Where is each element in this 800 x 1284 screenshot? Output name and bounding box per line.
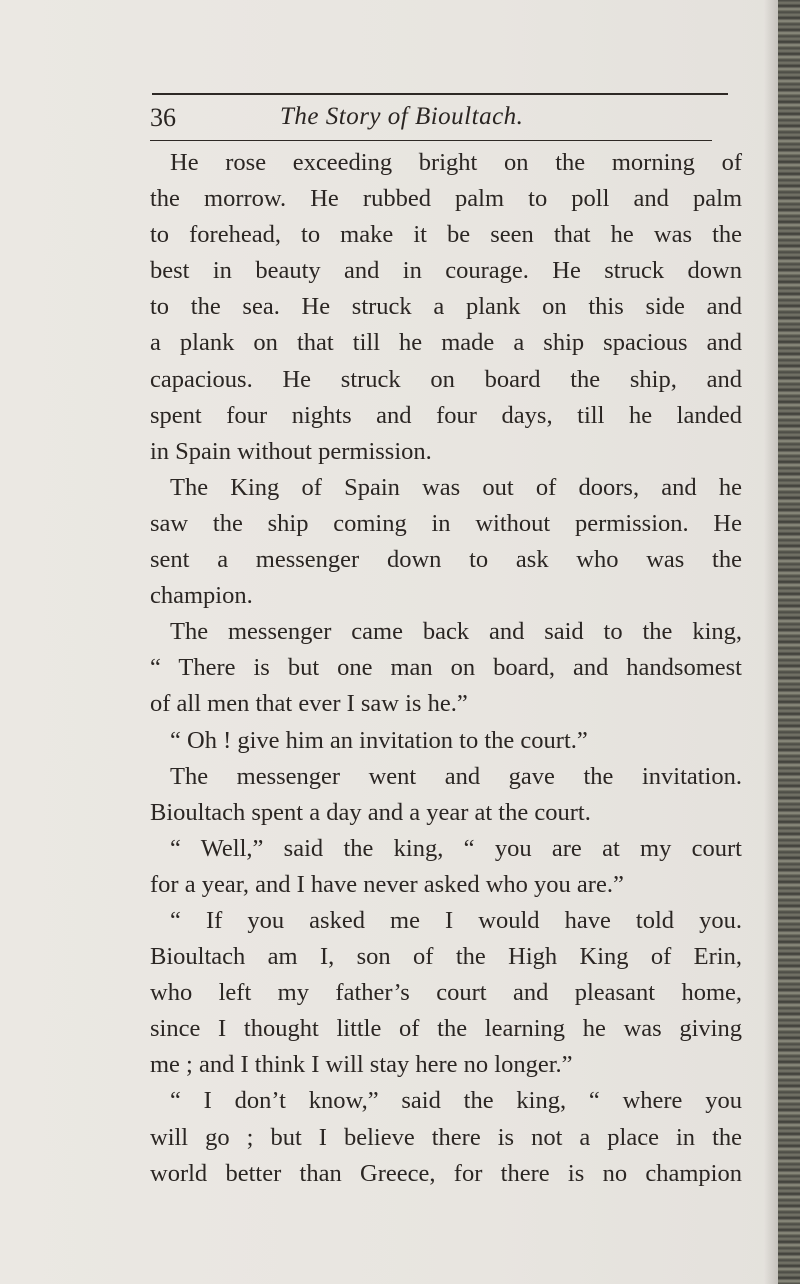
- text-line: “ If you asked me I would have told you.: [170, 906, 742, 934]
- text-line: world better than Greece, for there is no champion: [150, 1159, 742, 1187]
- text-line: the morrow. He rubbed palm to poll and palm: [150, 185, 742, 213]
- text-line: spent four nights and four days, till he landed: [150, 401, 742, 429]
- text-line: “ There is but one man on board, and handsomest: [150, 654, 742, 682]
- text-line: “ I don’t know,” said the king, “ where you: [170, 1087, 742, 1115]
- text-line: “ Well,” said the king, “ you are at my court: [170, 834, 742, 862]
- text-line: “ Oh ! give him an invitation to the court.”: [170, 726, 588, 754]
- running-head: The Story of Bioultach.: [280, 103, 524, 130]
- text-line: to the sea. He struck a plank on this side and: [150, 293, 742, 321]
- spine-shadow: [764, 0, 778, 1284]
- text-line: The King of Spain was out of doors, and he: [170, 473, 742, 501]
- text-line: Bioultach am I, son of the High King of Erin,: [150, 943, 742, 971]
- text-line: saw the ship coming in without permission. He: [150, 509, 742, 537]
- body-text: [150, 145, 742, 1192]
- text-line: The messenger went and gave the invitation.: [170, 762, 742, 790]
- text-line: champion.: [150, 582, 253, 610]
- text-line: me ; and I think I will stay here no longer.”: [150, 1051, 573, 1079]
- top-rule: [152, 93, 728, 95]
- text-line: a plank on that till he made a ship spacious and: [150, 329, 742, 357]
- text-line: in Spain without permission.: [150, 437, 432, 465]
- text-line: will go ; but I believe there is not a place in the: [150, 1123, 742, 1151]
- page-header: [150, 99, 740, 139]
- text-line: Bioultach spent a day and a year at the court.: [150, 798, 591, 826]
- text-line: who left my father’s court and pleasant home,: [150, 979, 742, 1007]
- page-number: 36: [150, 103, 176, 132]
- text-line: of all men that ever I saw is he.”: [150, 690, 468, 718]
- text-line: The messenger came back and said to the king,: [170, 618, 742, 646]
- header-rule: [150, 140, 712, 141]
- text-line: best in beauty and in courage. He struck down: [150, 257, 742, 285]
- book-edge: [778, 0, 800, 1284]
- text-line: He rose exceeding bright on the morning of: [170, 149, 742, 176]
- text-line: capacious. He struck on board the ship, and: [150, 365, 742, 393]
- text-line: for a year, and I have never asked who you are.”: [150, 870, 624, 898]
- text-line: sent a messenger down to ask who was the: [150, 546, 742, 574]
- text-line: to forehead, to make it be seen that he was the: [150, 221, 742, 249]
- text-line: since I thought little of the learning he was giving: [150, 1015, 742, 1043]
